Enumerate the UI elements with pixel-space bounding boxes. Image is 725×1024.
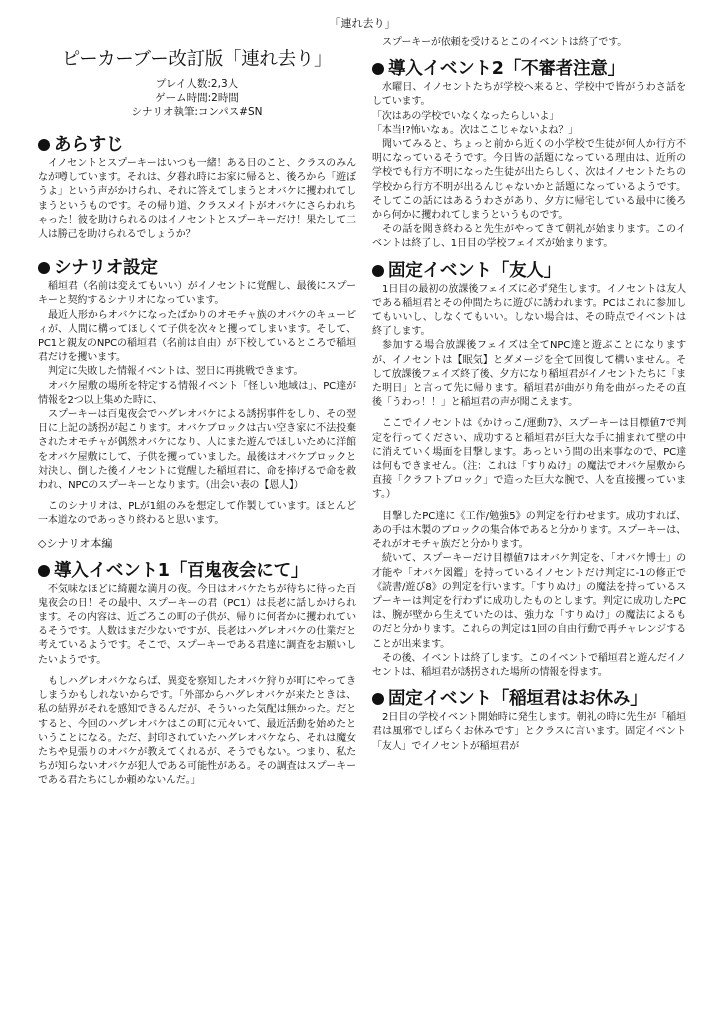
synopsis-paragraph: イノセントとスプーキーはいつも一緒！ある日のこと、クラスのみんなが噂しています。それは、夕暮れ時にお家に帰ると、後ろから「遊ぼうよ」という声がかけられ、それに答えてしまうとオバケに攫われてしまうというものです。その帰り道、クラスメイトがオバケにさらわれちゃった！彼を助けられるのはイノセントとスプーキーだけ！果たして二人は勝己を助けられるでしょうか？	[38, 158, 356, 241]
running-header: 「連れ去り」	[329, 17, 396, 30]
absence-paragraph: 2日目の学校イベント開始時に発生します。朝礼の時に先生が「稲垣君は風邪でしばらくお休みです」とクラスに言います。固定イベント「友人」でイノセントが稲垣君が	[372, 712, 686, 752]
section-heading-intro2: 導入イベント2「不審者注意」	[372, 57, 686, 81]
friend-paragraph: 目撃したPC達に《工作/勉強5》の判定を行わせます。成功すれば、あの手は木製のブロックの集合体であると分かります。スプーキーは、それがオモチャ族だと分かります。	[372, 510, 686, 551]
friend-paragraph: 参加する場合放課後フェイズは全てNPC達と遊ぶことになりますが、イノセントは【眠気】とダメージを全て回復して構いません。そして放課後フェイズ終了後、夕方になり稲垣君がイノセントたちに「また明日」と言って先に帰ります。稲垣君が曲がり角を曲がったその直後「うわっ！！」と稲垣君の声が聞こえます。	[372, 340, 686, 409]
intro2-quote: 「本当!?怖いなぁ。次はここじゃないよね？」	[372, 124, 579, 136]
bullet-dot-icon	[38, 262, 50, 274]
friend-paragraph: 1日目の最初の放課後フェイズに必ず発生します。イノセントは友人である稲垣君とその仲間たちに遊びに誘われます。PCはこれに参加してもいいし、しなくてもいい。しない場合は、その時点でイベントは終了します。	[372, 283, 686, 338]
left-column	[38, 40, 356, 789]
friend-paragraph: 続いて、スプーキーだけ目標値7はオバケ判定を、「オバケ博士」の才能や「オバケ図鑑」を持っているイノセントだけ判定に-1の修正で《読書/遊び8》の判定を行います。「すりぬけ」の魔法を持っているスプーキーは判定を行わずに成功したものとします。判定に成功したPCは、腕が壁から生えていたのは、強力な「すりぬけ」の魔法によるものだと分かります。これらの判定は1回の自由行動で再チャレンジすることが出来ます。	[372, 553, 686, 650]
section-heading-intro1: 導入イベント1「百鬼夜会にて」	[38, 559, 356, 583]
intro1-paragraph: 不気味なほどに綺麗な満月の夜。今日はオバケたちが待ちに待った百鬼夜会の日！その最中、スプーキーの君（PC1）は長老に話しかけられます。その内容は、近ごろこの町の子供が、帰りに何者かに攫われているそうです。人数はまだ少ないですが、長老はハグレオバケの仕業だと考えているようです。そこで、スプーキーである君達に調査をお願いしたいようです。	[38, 583, 356, 666]
setting-paragraph: 判定に失敗した情報イベントは、翌日に再挑戦できます。	[48, 366, 304, 378]
document-title: ピーカーブー改訂版「連れ去り」	[61, 49, 333, 70]
bullet-dot-icon	[372, 265, 384, 277]
intro2-paragraph: 水曜日、イノセントたちが学校へ来ると、学校中で皆がうわさ話をしています。	[372, 82, 686, 108]
intro1-paragraph-end: スプーキーが依頼を受けるとこのイベントは終了です。	[382, 37, 628, 48]
intro1-paragraph: もしハグレオバケならば、異変を察知したオバケ狩りが町にやってきしまうかもしれないからです。「外部からハグレオバケが来たときは、私の結界がそれを感知できるんだが、そういった気配は無かった。だとすると、今回のハグレオバケはこの町に元々いて、最近活動を始めたということになる。ただ、封印されていたハグレオバケなら、それは魔女たちや見張りのオバケが教えてくれるが、そうでもない。つまり、私たちが知らないオバケが犯人である可能性がある。その調査はスプーキーである君たちにしか頼めないんだ。」	[38, 675, 356, 787]
friend-paragraph: ここでイノセントは《かけっこ/運動7》、スプーキーは目標値7で判定を行ってください、成功すると稲垣君が巨大な手に捕まれて壁の中に消えていく場面を目撃します。あっという間の出来事なので、PC達は何もできません。（注：これは「すりぬけ」の魔法でオバケ屋敷から直接「クラフトブロック」で造った巨大な腕で、人を直接攫っています。）	[372, 418, 686, 501]
section-heading-absence: 固定イベント「稲垣君はお休み」	[372, 687, 686, 711]
intro2-paragraph: 聞いてみると、ちょっと前から近くの小学校で生徒が何人か行方不明になっているそうです。今日皆の話題になっている理由は、近所の学校でも行方不明になった生徒が出たらしく、次はイノセントたちの学校から行方不明が出るんじゃないかと話題になっているようです。そしてこの話にはあるうわさがあり、夕方に帰宅している最中に後ろから何かに攫われてしまうというものです。	[372, 139, 686, 222]
setting-paragraph: オバケ屋敷の場所を特定する情報イベント「怪しい地域は」、PC達が情報を2つ以上集めた時に、	[38, 380, 356, 406]
bullet-dot-icon	[372, 63, 384, 75]
meta-players: プレイ人数:2,3人	[155, 78, 239, 90]
intro2-quote: 「次はあの学校でいなくなったらしいよ」	[372, 110, 560, 122]
setting-paragraph: 稲垣君（名前は変えてもいい）がイノセントに覚醒し、最後にスプーキーと契約するシナリオになっています。	[38, 281, 356, 307]
meta-author: シナリオ執筆:コンパス#SN	[131, 106, 263, 118]
section-heading-setting: シナリオ設定	[38, 256, 356, 280]
meta-time: ゲーム時間:2時間	[155, 92, 239, 104]
section-heading-friend: 固定イベント「友人」	[372, 259, 686, 283]
setting-note: このシナリオは、PLが1組のみを想定して作製しています。ほとんど一本道なのであっさり終わると思います。	[38, 501, 356, 527]
section-heading-synopsis: あらすじ	[38, 133, 356, 157]
right-column	[372, 36, 686, 754]
setting-paragraph: スプーキーは百鬼夜会でハグレオバケによる誘拐事件をしり、その翌日に上記の誘拐が起こります。オバケブロックは古い空き家に不法投棄されたオモチャが偶然オバケになり、人にまた遊んでほしいために洋館をオバケ屋敷にして、子供を攫っていました。最後はオバケブロックと対決し、倒した後イノセントに覚醒した稲垣君に、命を捧げるで命を救われ、NPCのスプーキーとなります。（出会い表の【恩人】）	[38, 409, 356, 492]
bullet-dot-icon	[38, 139, 50, 151]
setting-paragraph: 最近人形からオバケになったばかりのオモチャ族のオバケのキューピィが、人間に構ってほしくて子供を次々と攫ってしまいます。そして、PC1と親友のNPCの稲垣君（名前は自由）が下校しているところで稲垣君だけを攫います。	[38, 309, 356, 364]
bullet-dot-icon	[38, 565, 50, 577]
friend-paragraph: その後、イベントは終了します。このイベントで稲垣君と遊んだイノセントは、稲垣君が誘拐された場所の情報を得ます。	[372, 652, 686, 678]
bullet-dot-icon	[372, 693, 384, 705]
intro2-paragraph: その話を聞き終わると先生がやってきて朝礼が始まります。このイベントは終了し、1日目の学校フェイズが始まります。	[372, 224, 686, 250]
main-section-label: ◇シナリオ本編	[38, 536, 113, 550]
